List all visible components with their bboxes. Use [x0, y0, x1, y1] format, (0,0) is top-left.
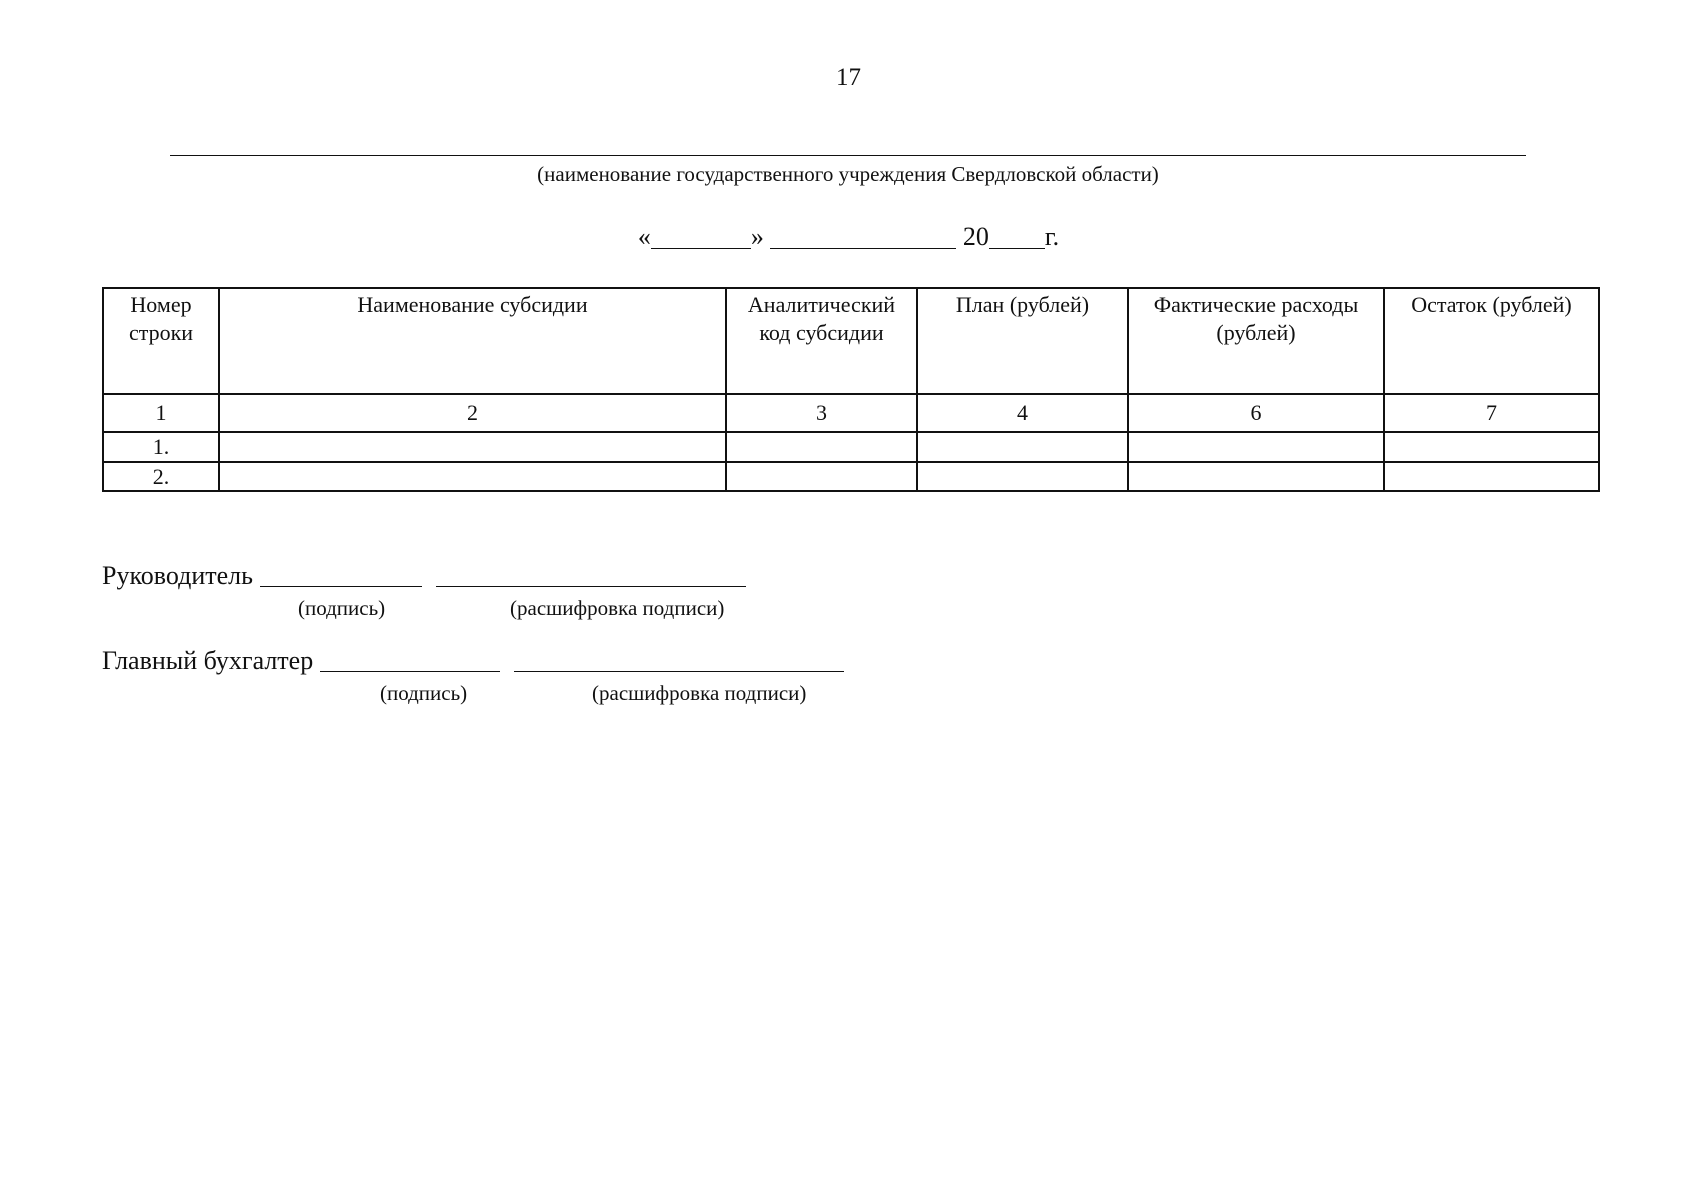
date-line: [0, 222, 1697, 252]
head-signature-line: [102, 560, 746, 591]
balance-cell[interactable]: [1384, 432, 1599, 462]
balance-cell[interactable]: [1384, 462, 1599, 492]
subsidy-name-cell[interactable]: [219, 462, 726, 492]
subsidy-table: [102, 287, 1600, 492]
day-blank[interactable]: [651, 222, 751, 249]
header-plan: План (рублей): [917, 288, 1128, 394]
head-label: Руководитель: [102, 561, 253, 590]
column-number: 3: [726, 394, 917, 432]
actual-expenses-cell[interactable]: [1128, 462, 1384, 492]
organization-name-line[interactable]: [170, 155, 1526, 156]
plan-cell[interactable]: [917, 432, 1128, 462]
date-close-quote: »: [750, 222, 764, 251]
head-decoding-caption: (расшифровка подписи): [510, 596, 725, 620]
header-row-number: Номер строки: [103, 288, 219, 394]
header-actual-expenses: Фактические расходы (рублей): [1128, 288, 1384, 394]
organization-caption: (наименование государственного учреждения Свердловской области): [537, 162, 1159, 186]
table-header-row: [103, 288, 1599, 394]
analytic-code-cell[interactable]: [726, 462, 917, 492]
header-subsidy-name: Наименование субсидии: [219, 288, 726, 394]
row-number-cell: 2.: [103, 462, 219, 492]
subsidy-name-cell[interactable]: [219, 432, 726, 462]
page-number: 17: [836, 64, 861, 91]
column-number: 1: [103, 394, 219, 432]
year-suffix: г.: [1044, 222, 1060, 251]
date-open-quote: «: [637, 222, 651, 251]
head-decoding-blank[interactable]: [436, 560, 746, 587]
column-number-row: [103, 394, 1599, 432]
header-analytic-code: Аналитический код субсидии: [726, 288, 917, 394]
column-number: 7: [1384, 394, 1599, 432]
head-signature-caption: (подпись): [298, 596, 386, 620]
accountant-decoding-blank[interactable]: [514, 645, 844, 672]
year-prefix: 20: [962, 222, 989, 251]
accountant-signature-line: [102, 645, 844, 676]
column-number: 2: [219, 394, 726, 432]
column-number: 4: [917, 394, 1128, 432]
actual-expenses-cell[interactable]: [1128, 432, 1384, 462]
accountant-label: Главный бухгалтер: [102, 646, 314, 675]
accountant-signature-caption: (подпись): [380, 681, 468, 705]
header-balance: Остаток (рублей): [1384, 288, 1599, 394]
accountant-decoding-caption: (расшифровка подписи): [592, 681, 807, 705]
table-row: [103, 462, 1599, 492]
plan-cell[interactable]: [917, 462, 1128, 492]
month-blank[interactable]: [770, 222, 956, 249]
year-blank[interactable]: [989, 222, 1045, 249]
column-number: 6: [1128, 394, 1384, 432]
table-row: [103, 432, 1599, 462]
head-signature-blank[interactable]: [260, 560, 422, 587]
accountant-signature-blank[interactable]: [320, 645, 500, 672]
row-number-cell: 1.: [103, 432, 219, 462]
analytic-code-cell[interactable]: [726, 432, 917, 462]
